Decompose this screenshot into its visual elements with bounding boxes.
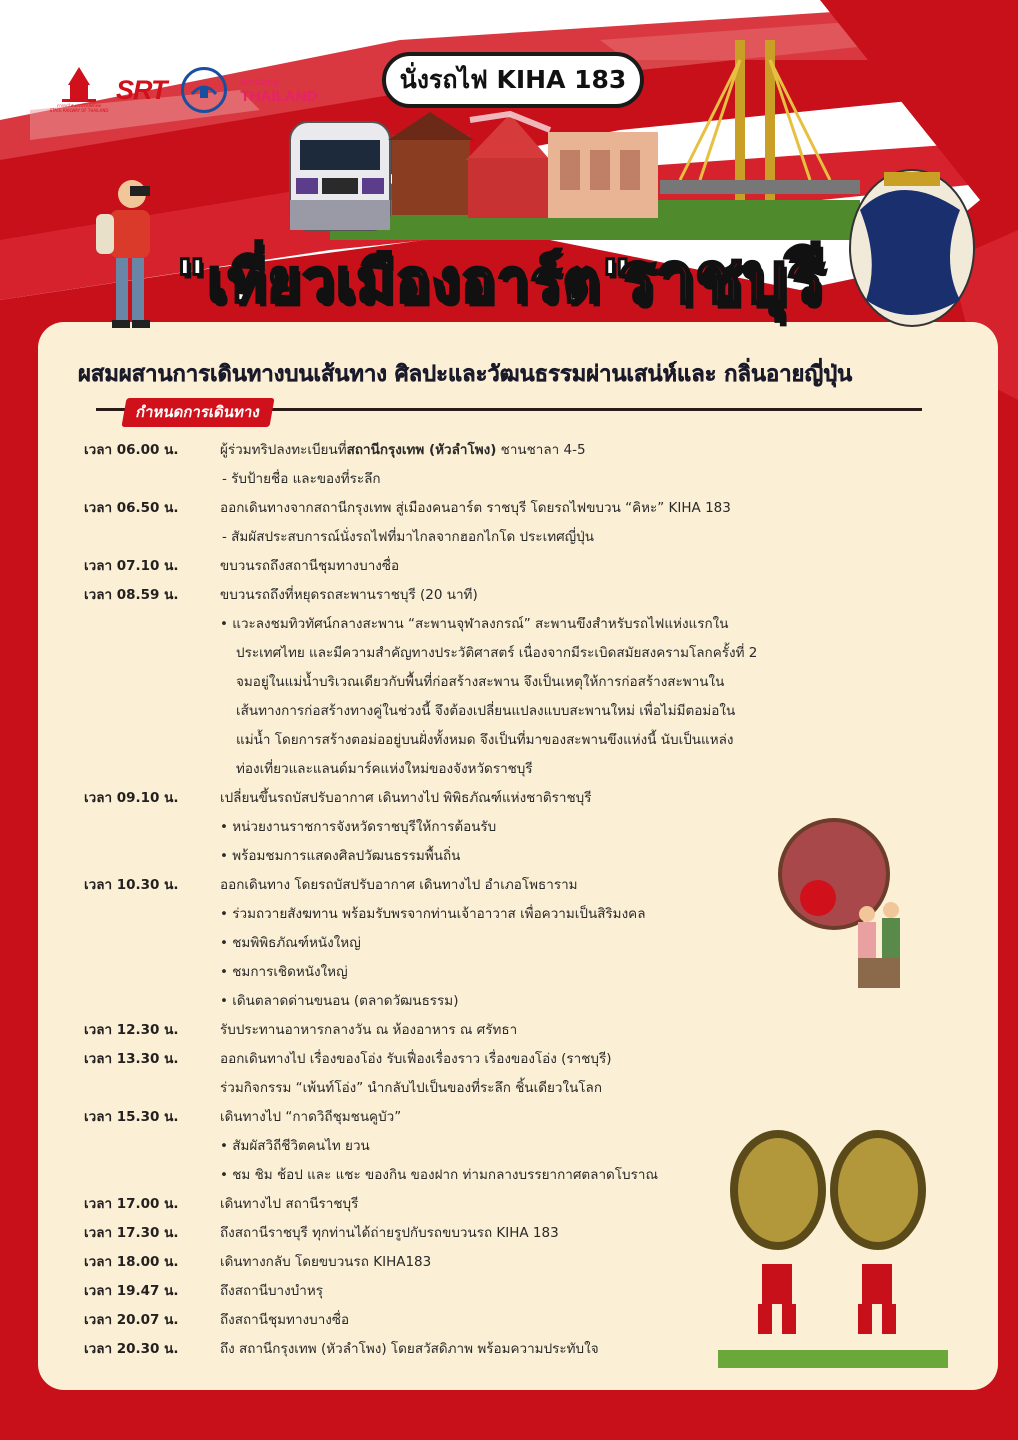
schedule-time: เวลา 15.30 น. xyxy=(84,1109,179,1125)
schedule-line: ท่องเที่ยวและแลนด์มาร์คแห่งใหม่ของจังหวัดราชบุรี xyxy=(236,761,533,777)
schedule-line: ร่วมกิจกรรม “เพ้นท์โอ่ง” นำกลับไปเป็นของที่ระลึก ชิ้นเดียวในโลก xyxy=(220,1080,602,1096)
schedule-line: เดินทางไป “กาดวิถีชุมชนคูบัว” xyxy=(220,1109,402,1125)
schedule-details xyxy=(220,494,804,552)
schedule-time: เวลา 20.30 น. xyxy=(84,1341,179,1357)
schedule-line: • หน่วยงานราชการจังหวัดราชบุรีให้การต้อนรับ xyxy=(220,819,497,835)
schedule-line: ผู้ร่วมทริปลงทะเบียนที่สถานีกรุงเทพ (หัวลำโพง) ชานชาลา 4-5 xyxy=(220,442,586,458)
schedule-time: เวลา 07.10 น. xyxy=(84,558,179,574)
schedule-line: เดินทางไป สถานีราชบุรี xyxy=(220,1196,359,1212)
schedule-line: ออกเดินทางไป เรื่องของโอ่ง รับเฟื่องเรื่องราว เรื่องของโอ่ง (ราชบุรี) xyxy=(220,1051,612,1067)
schedule-details xyxy=(220,1306,804,1335)
schedule-details xyxy=(220,1045,804,1103)
schedule-line: เปลี่ยนขึ้นรถบัสปรับอากาศ เดินทางไป พิพิธภัณฑ์แห่งชาติราชบุรี xyxy=(220,790,592,806)
schedule-details xyxy=(220,1277,804,1306)
schedule-time: เวลา 19.47 น. xyxy=(84,1283,179,1299)
schedule-time: เวลา 18.00 น. xyxy=(84,1254,179,1270)
schedule-time: เวลา 06.00 น. xyxy=(84,442,179,458)
city-title: ราชบุรี xyxy=(618,237,825,319)
schedule-line: ออกเดินทาง โดยรถบัสปรับอากาศ เดินทางไป อำเภอโพธาราม xyxy=(220,877,578,893)
schedule-line: ถึงสถานีชุมทางบางซื่อ xyxy=(220,1312,350,1328)
schedule-line: • ชมพิพิธภัณฑ์หนังใหญ่ xyxy=(220,935,361,951)
schedule-line: • ร่วมถวายสังฆทาน พร้อมรับพรจากท่านเจ้าอาวาส เพื่อความเป็นสิริมงคล xyxy=(220,906,646,922)
schedule-row xyxy=(84,436,804,494)
photographer-illustration xyxy=(90,170,170,340)
schedule-time: เวลา 13.30 น. xyxy=(84,1051,179,1067)
schedule-details xyxy=(220,871,804,1016)
dragon-jar-image xyxy=(850,170,974,326)
schedule-row xyxy=(84,784,804,871)
schedule-line: เส้นทางการก่อสร้างทางคู่ในช่วงนี้ จึงต้องเปลี่ยนแปลงแบบสะพานใหม่ เพื่อไม่มีตอม่อใน xyxy=(236,703,736,719)
schedule-time: เวลา 20.07 น. xyxy=(84,1312,179,1328)
schedule-line: • พร้อมชมการแสดงศิลปวัฒนธรรมพื้นถิ่น xyxy=(220,848,461,864)
schedule-time: เวลา 09.10 น. xyxy=(84,790,179,806)
amazing-thailand-logo: amazing THAILAND xyxy=(240,77,318,105)
schedule-line: - รับป้ายชื่อ และของที่ระลึก xyxy=(222,471,381,487)
schedule-time: เวลา 08.59 น. xyxy=(84,587,179,603)
ministry-seal-logo xyxy=(181,67,227,113)
schedule-row xyxy=(84,552,804,581)
schedule-details xyxy=(220,1248,804,1277)
schedule-list xyxy=(84,436,804,1364)
kiha-train-image xyxy=(290,122,390,230)
main-title: "เที่ยวเมืองอาร์ต" xyxy=(176,247,633,315)
bridge-image xyxy=(660,40,860,200)
section-title: กำหนดการเดินทาง xyxy=(121,398,274,427)
schedule-time: เวลา 12.30 น. xyxy=(84,1022,179,1038)
schedule-row xyxy=(84,1103,804,1190)
schedule-details xyxy=(220,1103,804,1190)
schedule-details xyxy=(220,436,804,494)
schedule-details xyxy=(220,1219,804,1248)
schedule-line: • แวะลงชมทิวทัศน์กลางสะพาน “สะพานจุฬาลงกรณ์” สะพานขึงสำหรับรถไฟแห่งแรกใน xyxy=(220,616,729,632)
schedule-line: จมอยู่ในแม่น้ำบริเวณเดียวกับพื้นที่ก่อสร้างสะพาน จึงเป็นเหตุให้การก่อสร้างสะพานใน xyxy=(236,674,725,690)
schedule-details xyxy=(220,784,804,871)
schedule-line: • ชม ชิม ช้อป และ แชะ ของกิน ของฝาก ท่ามกลางบรรยากาศตลาดโบราณ xyxy=(220,1167,658,1183)
subtitle: ผสมผสานการเดินทางบนเส้นทาง ศิลปะและวัฒนธรรมผ่านเสน่ห์และ กลิ่นอายญี่ปุ่น xyxy=(78,362,853,387)
schedule-row xyxy=(84,1190,804,1219)
schedule-line: แม่น้ำ โดยการสร้างตอม่ออยู่บนฝั่งทั้งหมด จึงเป็นที่มาของสะพานขึงแห่งนี้ นับเป็นแหล่ง xyxy=(236,732,734,748)
schedule-row xyxy=(84,1219,804,1248)
schedule-line: ออกเดินทางจากสถานีกรุงเทพ สู่เมืองคนอาร์ต ราชบุรี โดยรถไฟขบวน “คิหะ” KIHA 183 xyxy=(220,500,731,516)
schedule-details xyxy=(220,1016,804,1045)
schedule-time: เวลา 17.00 น. xyxy=(84,1196,179,1212)
schedule-line: - สัมผัสประสบการณ์นั่งรถไฟที่มาไกลจากฮอกไกโด ประเทศญี่ปุ่น xyxy=(222,529,594,545)
temple-photo-illustration xyxy=(778,818,928,1002)
schedule-time: เวลา 17.30 น. xyxy=(84,1225,179,1241)
schedule-row xyxy=(84,494,804,552)
schedule-line: รับประทานอาหารกลางวัน ณ ห้องอาหาร ณ ศรัทธา xyxy=(220,1022,518,1038)
schedule-details xyxy=(220,1335,804,1364)
schedule-line: ขบวนรถถึงที่หยุดรถสะพานราชบุรี (20 นาที) xyxy=(220,587,478,603)
schedule-details xyxy=(220,552,804,581)
schedule-row xyxy=(84,1016,804,1045)
schedule-time: เวลา 06.50 น. xyxy=(84,500,179,516)
kiha-183-badge: นั่งรถไฟ KIHA 183 xyxy=(382,52,644,108)
schedule-line: ถึงสถานีราชบุรี ทุกท่านได้ถ่ายรูปกับรถขบวนรถ KIHA 183 xyxy=(220,1225,559,1241)
schedule-line: ถึงสถานีบางบำหรุ xyxy=(220,1283,324,1299)
srt-emblem-logo xyxy=(49,65,109,115)
schedule-line: • ชมการเชิดหนังใหญ่ xyxy=(220,964,348,980)
schedule-line: ประเทศไทย และมีความสำคัญทางประวัติศาสตร์ เนื่องจากมีระเบิดสมัยสงครามโลกครั้งที่ 2 xyxy=(236,645,758,661)
schedule-line: • เดินตลาดด่านขนอน (ตลาดวัฒนธรรม) xyxy=(220,993,459,1009)
schedule-details xyxy=(220,581,804,784)
schedule-row xyxy=(84,1248,804,1277)
schedule-time: เวลา 10.30 น. xyxy=(84,877,179,893)
schedule-row xyxy=(84,1277,804,1306)
srt-wordmark: SRT xyxy=(116,74,167,105)
schedule-row xyxy=(84,581,804,784)
schedule-details xyxy=(220,1190,804,1219)
schedule-row xyxy=(84,1306,804,1335)
schedule-line: • สัมผัสวิถีชีวิตคนไท ยวน xyxy=(220,1138,370,1154)
schedule-line: ขบวนรถถึงสถานีชุมทางบางซื่อ xyxy=(220,558,400,574)
schedule-row xyxy=(84,1045,804,1103)
schedule-line: ถึง สถานีกรุงเทพ (หัวลำโพง) โดยสวัสดิภาพ พร้อมความประทับใจ xyxy=(220,1341,599,1357)
schedule-line: เดินทางกลับ โดยขบวนรถ KIHA183 xyxy=(220,1254,432,1270)
shadow-puppet-illustration xyxy=(718,1124,948,1368)
logo-bar xyxy=(49,60,318,120)
schedule-row xyxy=(84,1335,804,1364)
schedule-row xyxy=(84,871,804,1016)
srt-caption: การรถไฟแห่งประเทศไทย STATE RAILWAY OF THAILAND xyxy=(49,103,109,113)
